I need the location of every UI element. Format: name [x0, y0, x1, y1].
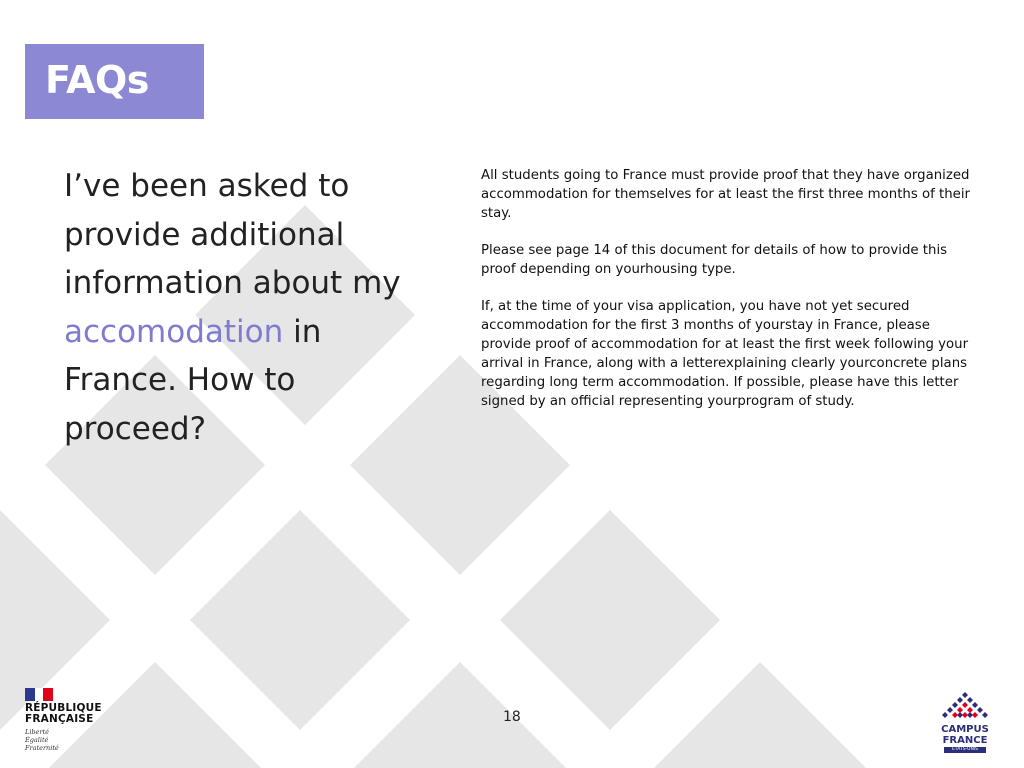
campus-france-diamond-icon	[936, 690, 994, 724]
answer-paragraph: If, at the time of your visa application, you have not yet secured accommodation for the first 3 months of yourstay in France, please provide proof of accommodation for at least the first week following your arrival in France, along with a letterexplaining clearly yourconcrete plans regarding long term accommodation. If possible, please have this letter signed by an official representing yourprogram of study.	[481, 299, 969, 409]
question-text-end: in France. How to proceed?	[64, 313, 322, 447]
question-highlight: accomodation	[64, 313, 284, 350]
motto-line: Liberté	[25, 728, 49, 736]
republique-francaise-logo	[25, 688, 105, 754]
french-flag-icon	[25, 688, 53, 701]
motto-line: Fraternité	[25, 744, 59, 752]
answer-paragraph: Please see page 14 of this document for details of how to provide this proof depending on yourhousing type.	[481, 243, 948, 277]
question-text-start: I’ve been asked to provide additional information about my	[64, 168, 401, 301]
question-heading	[64, 162, 444, 453]
logo-text-line: FRANCE	[942, 734, 988, 746]
campus-france-logo	[936, 690, 996, 760]
logo-text-line: RÉPUBLIQUE	[25, 702, 102, 714]
logo-text-line: CAMPUS	[941, 724, 989, 735]
answer-paragraph: All students going to France must provide proof that they have organized accommodation for themselves for at least the first three months of their stay.	[481, 168, 971, 221]
answer-body	[481, 166, 971, 429]
logo-text-line: FRANÇAISE	[25, 713, 94, 725]
faq-header-banner	[25, 44, 204, 119]
motto-line: Égalité	[25, 736, 49, 744]
page-number: 18	[503, 709, 521, 725]
page-title: FAQs	[45, 58, 149, 102]
logo-subtitle: ÉTATS-UNIS	[944, 747, 986, 753]
